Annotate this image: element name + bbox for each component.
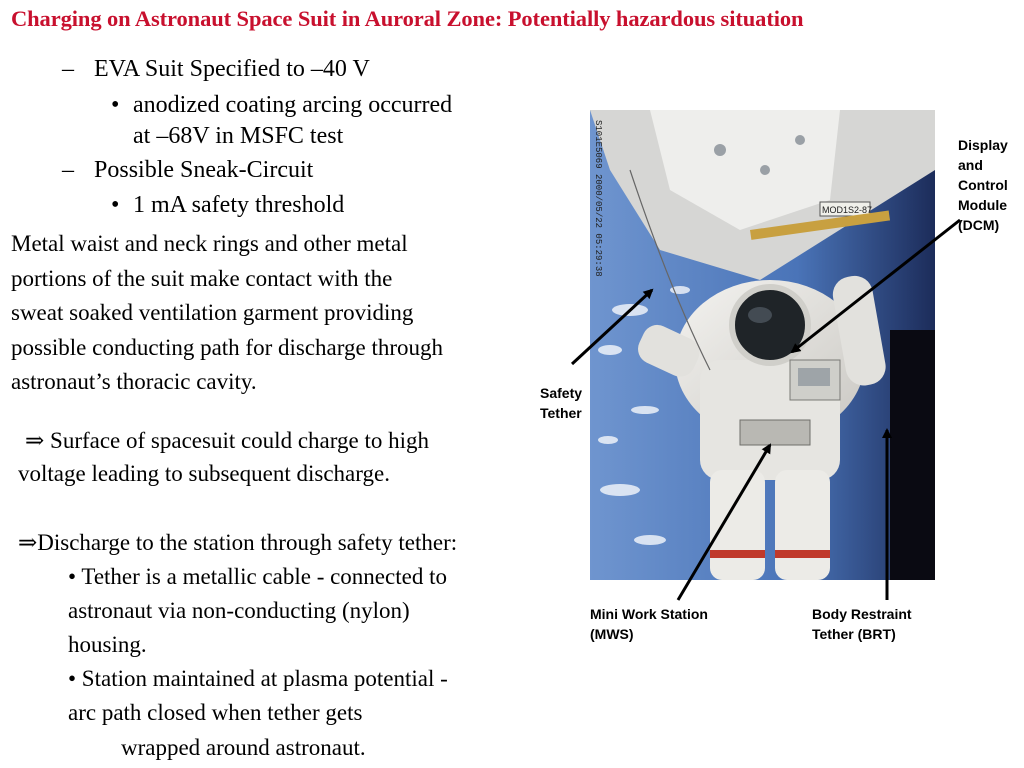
paragraph-line: possible conducting path for discharge through <box>11 334 444 360</box>
tether-line: wrapped around astronaut. <box>121 735 366 760</box>
tether-line: • Station maintained at plasma potential - <box>68 666 448 691</box>
paragraph-line: sweat soaked ventilation garment providing <box>11 300 414 325</box>
tether-line: arc path closed when tether gets <box>68 700 363 725</box>
implication-tether-discharge: ⇒Discharge to the station through safety tether: <box>18 530 458 555</box>
paragraph-line: astronaut’s thoracic cavity. <box>11 369 257 394</box>
brt-label: Body Restraint Tether (BRT) <box>812 606 912 642</box>
paragraph-line: Metal waist and neck rings and other metal <box>11 231 408 256</box>
bullet-safety-threshold: 1 mA safety threshold <box>133 192 345 218</box>
bullet-arcing-cont: at –68V in MSFC test <box>133 123 344 149</box>
module-tag: MOD1S2-87 <box>822 205 873 215</box>
photo-stamp: S101E5069 2000/05/22 05:29:38 <box>593 120 603 277</box>
paragraph-line: portions of the suit make contact with the <box>11 265 393 291</box>
tether-line: housing. <box>68 632 147 657</box>
tether-line: • Tether is a metallic cable - connected to <box>68 564 447 589</box>
slide-title: Charging on Astronaut Space Suit in Auroral Zone: Potentially hazardous situation <box>11 6 804 31</box>
implication-surface-charge-cont: voltage leading to subsequent discharge. <box>18 461 390 486</box>
mws-label: Mini Work Station (MWS) <box>590 606 708 642</box>
dash-marker: – <box>62 157 74 183</box>
implication-surface-charge: ⇒ Surface of spacesuit could charge to high <box>25 428 429 453</box>
bullet-sneak-circuit: Possible Sneak-Circuit <box>94 157 314 183</box>
dot-marker: • <box>111 192 120 218</box>
safety-tether-arrow <box>572 290 652 364</box>
dcm-label: Display and Control Module (DCM) <box>958 137 1008 233</box>
dot-marker: • <box>111 92 120 118</box>
bullet-arcing: anodized coating arcing occurred <box>133 92 453 118</box>
dcm-arrow <box>792 220 960 352</box>
bullet-eva-spec: EVA Suit Specified to –40 V <box>94 56 370 82</box>
tether-line: astronaut via non-conducting (nylon) <box>68 598 410 623</box>
safety-tether-label: Safety Tether <box>540 385 583 421</box>
dash-marker: – <box>62 56 74 82</box>
mws-arrow <box>678 445 770 600</box>
